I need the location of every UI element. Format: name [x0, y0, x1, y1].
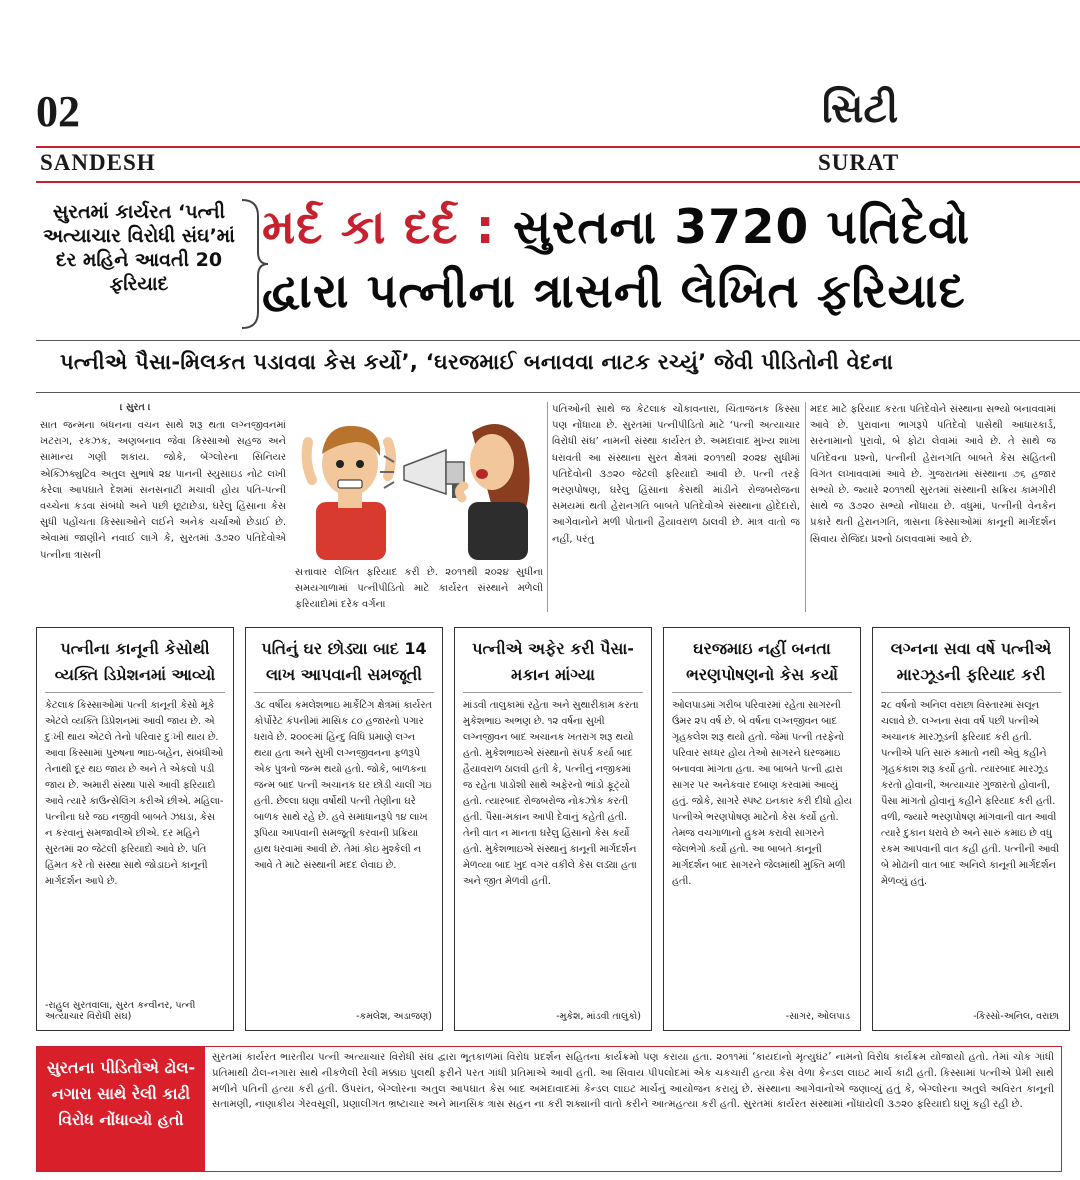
- story-box-rule: [672, 692, 852, 693]
- story-box-signature: -સાગર, ઓલપાડ: [785, 1011, 850, 1022]
- section-title: સિટી: [822, 86, 899, 132]
- story-box-title: પત્નીએ અફેર કરી પૈસા-મકાન માંગ્યા: [472, 639, 634, 684]
- couple-illustration: [296, 402, 540, 560]
- story-box-rule: [254, 692, 434, 693]
- headline-line-2: દ્વારા પત્નીના ત્રાસની લેખિત ફરિયાદ: [262, 264, 966, 319]
- dateline: । સુરત ।: [120, 402, 151, 413]
- page-number: 02: [36, 87, 80, 136]
- headline-kicker: સુરતમાં કાર્યરત ‘પત્ની અત્યાચાર વિરોધી સંઘ’માં દર મહિને આવતી 20 ફરિયાદ: [43, 201, 235, 295]
- story-box-title: પત્નીના કાનૂની કેસોથી વ્યક્તિ ડિપ્રેશનમાં આવ્યો: [54, 639, 216, 684]
- headline-line-1: [262, 196, 1062, 260]
- story-box-alimony: [663, 627, 861, 1031]
- article-column-3: પતિઓની સાથે જ કેટલાક ચોંકાવનારા, ચિંતાજનક કિસ્સા પણ નોંધાયા છે. સુરતમાં પત્નીપીડિતો માટે ‘પત્ની અત્યાચાર વિરોધી સંઘ’ નામની સંસ્થા કાર્યરત છે. અમદાવાદ મુખ્ય શાખા ધરાવતી આ સંસ્થાના સુરત ક્ષેત્રમાં ૨૦૧૧થી ૨૦૨૪ સુધીમાં પતિદેવોની ૩૭૨૦ જેટલી ફરિયાદો આવી છે. પત્ની તરફે ભરણપોષણ, ઘરેલુ હિંસાના કેસથી માંડીને રોજબરોજના સમયમાં થતી હેરાનગતિ બાબતે પતિદેવોએ સંસ્થાના હોદેદારો, આગેવાનોને મળી પોતાની હૈયાવરાળ ઠાલવી છે. માત્ર વાતો જ નહીં, પરંતુ: [552, 404, 800, 545]
- masthead-rule-bottom: [36, 181, 1080, 183]
- story-box-title: પતિનું ઘર છોડ્યા બાદ 14 લાખ આપવાની સમજૂતી: [261, 639, 427, 684]
- story-box-depression: [36, 627, 234, 1031]
- story-box-title: ઘરજમાઇ નહીં બનતા ભરણપોષણનો કેસ કર્યો: [686, 639, 838, 684]
- story-box-body: ૩૮ વર્ષીય કમલેશભાઇ માર્કેટિંગ ક્ષેત્રમાં કાર્યરત કોર્પોરેટ કંપનીમાં માસિક ૮૦ હજારનો પગાર ધરાવે છે. ૨૦૦૯માં હિન્દુ વિધિ પ્રમાણે લગ્ન થયા હતા અને સુખી લગ્નજીવનના ફળરૂપે એક પુત્રનો જન્મ થયો હતો. જોકે, બાળકના જન્મ બાદ પત્ની અચાનક ઘર છોડી ચાલી ગઇ હતી. છેલ્લા ઘણા વર્ષોથી પત્ની તેણીના ઘરે બાળક સાથે રહે છે. હવે સમાધાનરૂપે ૧૪ લાખ રૂપિયા આપવાની સમજૂતી કરવાની પ્રક્રિયા હાથ ધરવામાં આવી છે. તેમાં કોઇ મુશ્કેલી ન આવે તે માટે સંસ્થાની મદદ લેવાઇ છે.: [254, 700, 432, 871]
- story-box-signature: -કિસ્સો-અનિલ, વરાછા: [973, 1011, 1059, 1022]
- article-column-2: સત્તાવાર લેખિત ફરિયાદ કરી છે. ૨૦૧૧થી ૨૦૨૪ સુધીના સમયગાળામાં પત્નીપીડિતો માટે કાર્યરત સંસ્થાને મળેલી ફરિયાદોમાં દરેક વર્ગના: [295, 567, 543, 611]
- subhead-rule-top: [36, 340, 1080, 341]
- story-box-signature: -કમલેશ, અડાજણ): [356, 1011, 432, 1022]
- subhead-rule-bottom: [36, 392, 1080, 393]
- story-box-title: લગ્નના સવા વર્ષે પત્નીએ મારઝૂડની ફરિયાદ કરી: [890, 639, 1052, 684]
- story-box-body: ૨૮ વર્ષનો અનિલ વરાછા વિસ્તારમાં સલૂન ચલાવે છે. લગ્નના સવા વર્ષ પછી પત્નીએ અચાનક મારઝૂડની ફરિયાદ કરી હતી. પત્નીએ પતિ સારું કમાતો નથી એવું કહીને ગૃહકંકાશ શરૂ કર્યો હતો. ત્યારબાદ મારઝૂડ કરતો હોવાની, અત્યાચાર ગુજારતો હોવાની, પૈસા માંગતો હોવાનું કહીને ફરિયાદ કરી હતી. વળી, જ્યારે ભરણપોષણ માંગવાની વાત આવી ત્યારે દુકાન ધરાવે છે અને સારું કમાઇ છે વધુ રકમ આપવાની વાત કહી હતી. પત્નીની આવી બે મોઢાની વાત બાદ અનિલે કાનૂની માર્ગદર્શન મેળવ્યું હતું.: [881, 700, 1060, 887]
- article-column-1: સાત જન્મના બંધનના વચન સાથે શરૂ થતા લગ્નજીવનમાં ખટરાગ, રકઝક, અણબનાવ જેવા કિસ્સાઓ સહજ અને સામાન્ય ગણી શકાય. જોકે, બેંગ્લોરના સિનિયર એક્ઝિક્યુટિવ અતુલ સુભાષે ૨૪ પાનની સ્યુસાઇડ નોટ લખી કરેલા આપઘાતે દેશમાં સનસનાટી મચાવી હોય પતિ-પત્ની વચ્ચેના કડવા સંબંધો અને પછી છૂટાછેડા, ઘરેલુ હિંસાના કેસ સુધી પહોંચતા કિસ્સાઓને લઈને અનેક ચર્ચાઓ છેડાઈ છે. એવામાં જાણીને નવાઈ લાગે કે, સુરતમાં ૩૭૨૦ પતિદેવોએ પત્નીના ત્રાસની: [40, 420, 286, 561]
- edition-city: SURAT: [818, 150, 900, 175]
- column-divider: [547, 402, 548, 612]
- column-divider: [805, 402, 806, 612]
- newspaper-brand: SANDESH: [40, 150, 156, 175]
- headline-red-part: મર્દ કા દર્દ :: [262, 200, 496, 255]
- story-box-rule: [463, 692, 643, 693]
- story-box-body: ઓલપાડમાં ગરીબ પરિવારમાં રહેતા સાગરની ઉંમર ૨૫ વર્ષ છે. બે વર્ષના લગ્નજીવન બાદ ગૃહકલેશ શરૂ થયો હતો. જેમાં પત્ની તરફેનો પરિવાર સધ્ધર હોય તેઓ સાગરને ઘરજમાઇ બનાવવા માંગતા હતા. આ બાબતે પત્ની દ્વારા સાગર પર અનેકવાર દબાણ કરવામાં આવ્યું હતું. જોકે, સાગરે સ્પષ્ટ ઇનકાર કરી દીધો હોય પત્નીએ ભરણપોષણ માટેનો કેસ કર્યો હતો. તેમજ વચગાળાનો હુકમ કરાવી સાગરને જેલભેગો કર્યો હતો. આ બાબતે કાનૂની માર્ગદર્શન બાદ સાગરને જેલમાંથી મુક્તિ મળી હતી.: [672, 700, 852, 887]
- story-box-rule: [45, 692, 225, 693]
- masthead-rule-top: [36, 146, 1080, 148]
- story-box-affair: [454, 627, 652, 1031]
- story-box-body: માંડવી તાલુકામાં રહેતા અને સુથારીકામ કરતા મુકેશભાઇ અભણ છે. ૧૨ વર્ષના સુખી લગ્નજીવન બાદ અચાનક ખતરાગ શરૂ થયો હતો. મુકેશભાઇએ સંસ્થાનો સંપર્ક કર્યા બાદ હૈયાવરાળ ઠાલવી હતી કે, પત્નીનું નજીકમાં જ રહેતા પાડોશી સાથે અફેરનો ભાંડો ફૂટ્યો હતો. ત્યારબાદ રોજબરોજ નોકઝોક કરતી હતી. પૈસા-મકાન આપી દેવાનું કહેતી હતી. તેની વાત ન માનતા ઘરેલુ હિંસાનો કેસ કર્યો હતો. મુકેશભાઇએ સંસ્થાનું કાનૂની માર્ગદર્શન મેળવ્યા બાદ ખુદ વગર વકીલે કેસ લડ્યા હતા અને જીત મેળવી હતી.: [463, 700, 639, 887]
- story-box-rule: [881, 692, 1061, 693]
- story-box-signature: -રાહુલ સુરતવાલા, સુરત કન્વીનર, પત્ની અત્યાચાર વિરોધી સંઘ): [45, 1000, 196, 1022]
- subheadline: પત્નીએ પૈસા-મિલકત પડાવવા કેસ કર્યો’, ‘ઘરજમાઈ બનાવવા નાટક રચ્યું’ જેવી પીડિતોની વેદના: [60, 350, 894, 374]
- main-headline: [262, 196, 1062, 324]
- story-box-assault-complaint: [872, 627, 1070, 1031]
- story-box-signature: -મુકેશ, માંડવી તાલુકો): [556, 1011, 641, 1022]
- headline-line-1-rest: સુરતના 3720 પતિદેવો: [495, 200, 971, 255]
- protest-band-body: સુરતમાં કાર્યરત ભારતીય પત્ની અત્યાચાર વિરોધી સંઘ દ્વારા ભૂતકાળમાં વિરોધ પ્રદર્શન સહિતના કાર્યક્રમો પણ કરાયા હતા. ૨૦૧૧માં ‘કાયદાનો મૃત્યુઘંટ’ નામનો વિરોધ કાર્યક્રમ યોજાયો હતો. તેમાં ચોક ગાંધી પ્રતિમાથી ઢોલ-નગારા સાથે નીકળેલી રેલી મક્કાઇ પુલથી ફરીને પરત ગાંધી પ્રતિમાએ આવી હતી. આ સિવાય પીપલોદમાં એક ચકચારી હત્યા કેસ વેળા કેન્ડલ લાઇટ માર્ચ કાઢી હતી. કિસ્સામાં પત્નીએ પ્રેમી સાથે મળીને પતિની હત્યા કરી હતી. ઉપરાંત, બેંગ્લોરના અતુલ આપઘાત કેસ બાદ અમદાવાદમાં કેન્ડલ લાઇટ માર્ચનું આયોજન કરાયું છે. સંસ્થાના આગેવાનોએ જણાવ્યું હતું કે, બેંગ્લોરના અતુલે અવિરત કાનૂની સતામણી, નાણાકીય ગેરવસૂલી, પ્રણાલીગત ભ્રષ્ટાચાર અને માનસિક ત્રાસ સહન ના કરી શક્યાની વાતો કરીને આત્મહત્યા કરી હતી. સુરતમાં કાર્યરત સંસ્થામાં નોંધાયેલી ૩૭૨૦ ફરિયાદો ઘણું કહી રહી છે.: [212, 1052, 1054, 1111]
- article-column-4: મદદ માટે ફરિયાદ કરતા પતિદેવોને સંસ્થાના સભ્યો બનાવવામાં આવે છે. પુરાવાના ભાગરૂપે પતિદેવો પાસેથી આધારકાર્ડ, સરનામાનો પુરાવો, બે ફોટા લેવામાં આવે છે. તે સાથે જ પતિદેવના પ્રશ્નો, પત્નીની હેરાનગતિ બાબતે કેસ સહિતની વિગત લખાવવામાં આવે છે. ગુજરાતમાં સંસ્થાના ૭૬ હજાર સભ્યો છે. જ્યારે ૨૦૧૧થી સુરતમાં સંસ્થાની સક્રિય કામગીરી સાથે જ ૩૭૨૦ સભ્યો નોંધાયા છે. વધુમાં, પત્નીની વેનકેન પ્રકારે થતી હેરાનગતિ, ત્રાસના કિસ્સાઓમાં કાનૂની માર્ગદર્શન સિવાય રોજિંદા પ્રશ્નો ઠાલવવામાં આવે છે.: [810, 404, 1056, 545]
- story-box-body: કેટલાક કિસ્સાઓમાં પત્ની કાનૂની કેસો મૂકે એટલે વ્યક્તિ ડિપ્રેશનમાં આવી જાય છે. એ દુઃખી થાય એટલે તેનો પરિવાર દુઃખી થાય છે. આવા કિસ્સામાં પુરુષના ભાઇ-બહેન, સંબંધીઓ તેનાથી દૂર થઇ જાય છે અને તે એકલો પડી જાય છે. અમારી સંસ્થા પાસે આવી ફરિયાદો આવે ત્યારે કાઉન્સેલિંગ કરીએ છીએ. મહિલા-પત્નીના ઘરે જઇ નજીવી બાબતે ઝઘડા, કેસ ન કરવાનું સમજાવીએ છીએ. દર મહિને સુરતમાં ૨૦ જેટલી ફરિયાદો આવે છે. પતિ હિંમત કરે તો સંસ્થા સાથે જોડાઇને કાનૂની માર્ગદર્શન આપે છે.: [45, 700, 224, 887]
- protest-band-label: સુરતના પીડિતોએ ઢોલ-નગારા સાથે રેલી કાઢી વિરોધ નોંધાવ્યો હતો: [37, 1047, 205, 1171]
- story-box-settlement: [245, 627, 443, 1031]
